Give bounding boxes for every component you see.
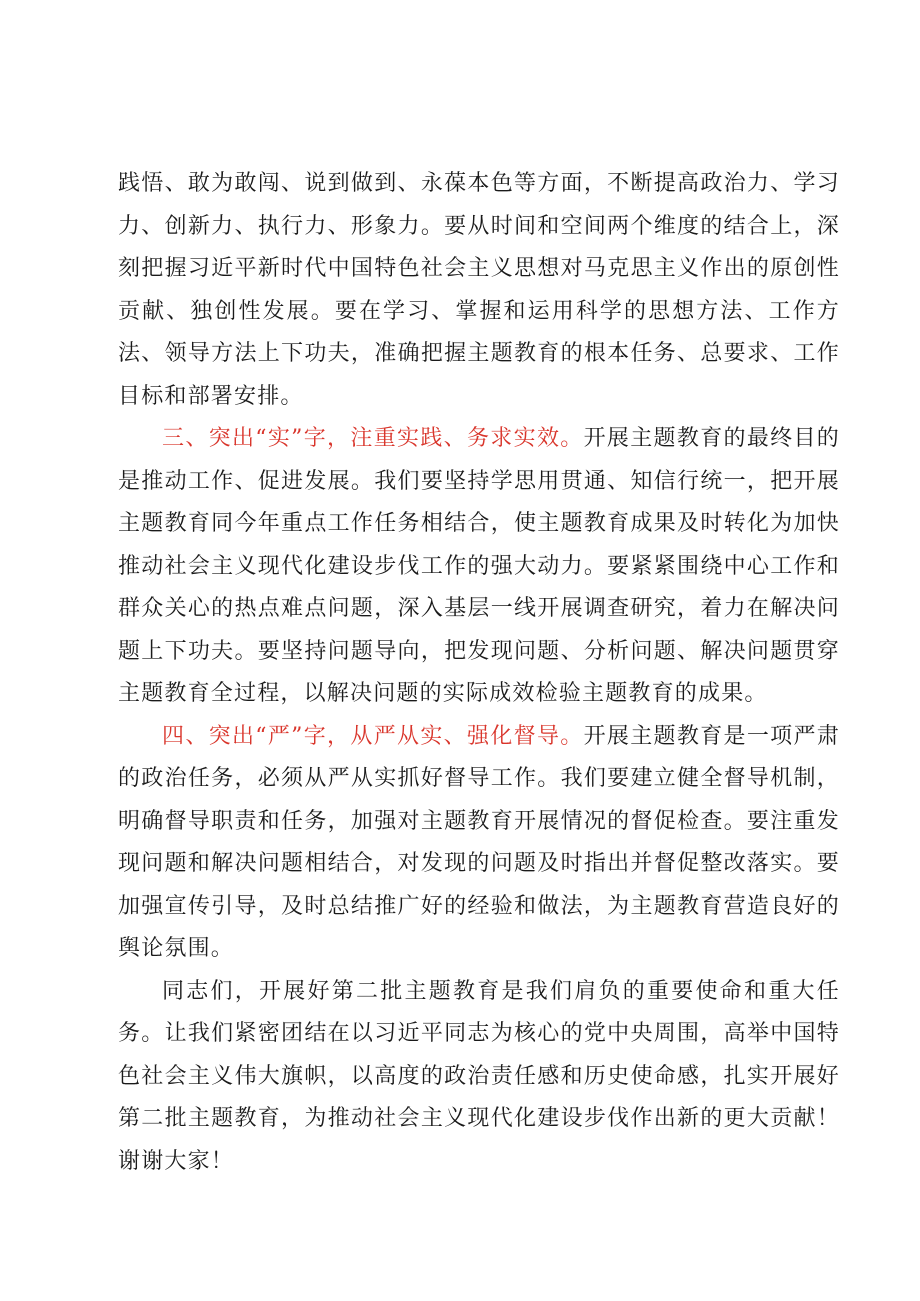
paragraph-body: 同志们，开展好第二批主题教育是我们肩负的重要使命和重大任务。让我们紧密团结在以习近平同志为核心的党中央周围，高举中国特色社会主义伟大旗帜，以高度的政治责任感和历史使命感，扎实开展好第二批主题教育，为推动社会主义现代化建设步伐作出新的更大贡献！谢谢大家！ (118, 978, 840, 1174)
section-heading-three: 三、突出“实”字，注重实践、务求实效。 (162, 426, 584, 451)
paragraph-closing (118, 971, 840, 1184)
paragraph-body: 开展主题教育是一项严肃的政治任务，必须从严从实抓好督导工作。我们要建立健全督导机制，明确督导职责和任务，加强对主题教育开展情况的督促检查。要注重发现问题和解决问题相结合，对发现的问题及时指出并督促整改落实。要加强宣传引导，及时总结推广好的经验和做法，为主题教育营造良好的舆论氛围。 (118, 723, 841, 961)
section-heading-four: 四、突出“严”字，从严从实、强化督导。 (162, 723, 584, 749)
paragraph-section-three (118, 418, 840, 716)
document-body (118, 163, 840, 1183)
paragraph-section-four (118, 716, 840, 971)
paragraph-body: 践悟、敢为敢闯、说到做到、永葆本色等方面，不断提高政治力、学习力、创新力、执行力、形象力。要从时间和空间两个维度的结合上，深刻把握习近平新时代中国特色社会主义思想对马克思主义作出的原创性贡献、独创性发展。要在学习、掌握和运用科学的思想方法、工作方法、领导方法上下功夫，准确把握主题教育的根本任务、总要求、工作目标和部署安排。 (118, 171, 840, 409)
paragraph-body: 开展主题教育的最终目的是推动工作、促进发展。我们要坚持学思用贯通、知信行统一，把开展主题教育同今年重点工作任务相结合，使主题教育成果及时转化为加快推动社会主义现代化建设步伐工作的强大动力。要紧紧围绕中心工作和群众关心的热点难点问题，深入基层一线开展调查研究，着力在解决问题上下功夫。要坚持问题导向，把发现问题、分析问题、解决问题贯穿主题教育全过程，以解决问题的实际成效检验主题教育的成果。 (118, 426, 841, 706)
paragraph-continuation (118, 163, 840, 418)
